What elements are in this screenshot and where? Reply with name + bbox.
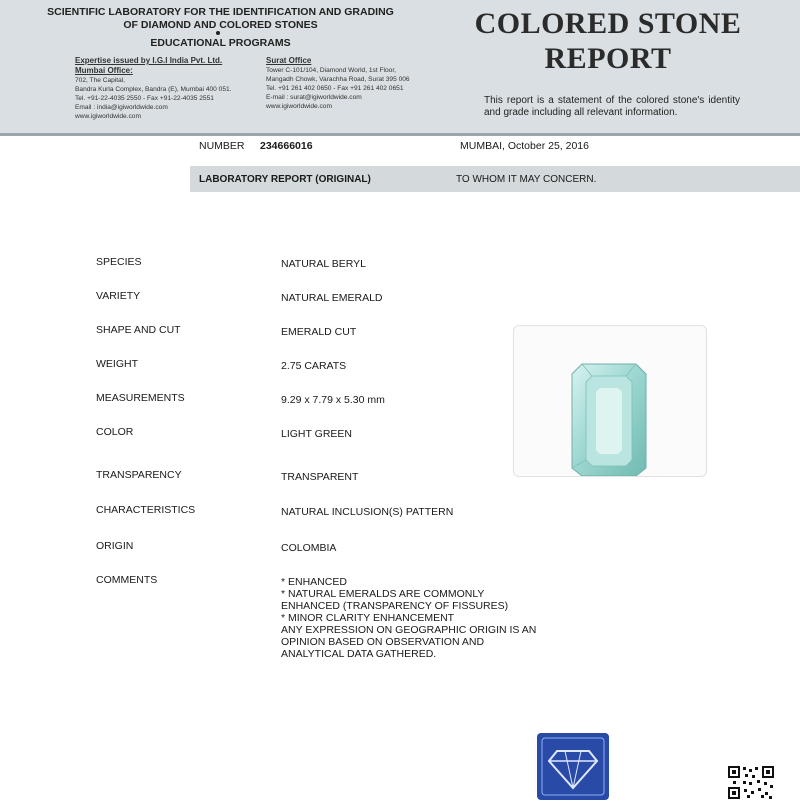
lab-title <box>38 6 403 32</box>
transparency-value: TRANSPARENT <box>281 471 359 483</box>
report-title <box>458 6 758 76</box>
report-title-line-1: COLORED STONE <box>474 7 742 40</box>
to-whom-text: TO WHOM IT MAY CONCERN. <box>456 174 597 185</box>
mumbai-office-line: 702, The Capital, <box>75 77 126 84</box>
lab-report-label: LABORATORY REPORT (ORIGINAL) <box>199 174 371 185</box>
header-divider <box>0 133 800 136</box>
origin-value: COLOMBIA <box>281 542 337 554</box>
surat-office-line: Mangadh Chowk, Varachha Road, Surat 395 006 <box>266 76 410 83</box>
report-number: 234666016 <box>260 140 313 152</box>
number-label: NUMBER <box>199 140 245 152</box>
surat-office-line: Tower C-101/104, Diamond World, 1st Floor, <box>266 67 396 74</box>
bullet-dot <box>216 31 220 35</box>
color-value: LIGHT GREEN <box>281 428 352 440</box>
place-date: MUMBAI, October 25, 2016 <box>460 140 589 152</box>
qr-code-icon <box>727 765 775 800</box>
surat-office-line: Tel. +91 261 402 0650 - Fax +91 261 402 0651 <box>266 85 404 92</box>
comment-line: ENHANCED (TRANSPARENCY OF FISSURES) <box>281 600 509 612</box>
igi-seal-icon <box>537 733 609 800</box>
surat-office-line: www.igiworldwide.com <box>266 103 332 110</box>
shape-cut-value: EMERALD CUT <box>281 326 357 338</box>
stone-photo <box>513 325 707 477</box>
lab-title-line-1: SCIENTIFIC LABORATORY FOR THE IDENTIFICATION AND GRADING <box>47 6 394 18</box>
expertise-line: Expertise issued by I.G.I India Pvt. Ltd. <box>75 56 223 65</box>
lab-report-bar <box>190 166 800 192</box>
characteristics-label: CHARACTERISTICS <box>96 504 196 516</box>
mumbai-office-title: Mumbai Office: <box>75 66 133 75</box>
emerald-cut-stone-image <box>514 326 706 476</box>
shape-cut-label: SHAPE AND CUT <box>96 324 181 336</box>
surat-office-title: Surat Office <box>266 56 312 65</box>
measurements-label: MEASUREMENTS <box>96 392 185 404</box>
species-label: SPECIES <box>96 256 142 268</box>
characteristics-value: NATURAL INCLUSION(S) PATTERN <box>281 506 454 518</box>
origin-label: ORIGIN <box>96 540 134 552</box>
mumbai-office-block <box>75 56 265 121</box>
comment-line: * ENHANCED <box>281 576 347 588</box>
comment-line: ANY EXPRESSION ON GEOGRAPHIC ORIGIN IS AN <box>281 624 537 636</box>
measurements-value: 9.29 x 7.79 x 5.30 mm <box>281 394 385 406</box>
lab-title-line-3: EDUCATIONAL PROGRAMS <box>150 37 291 49</box>
comment-line: ANALYTICAL DATA GATHERED. <box>281 648 437 660</box>
comment-line: OPINION BASED ON OBSERVATION AND <box>281 636 485 648</box>
comment-line: * MINOR CLARITY ENHANCEMENT <box>281 612 455 624</box>
surat-office-line: E-mail : surat@igiworldwide.com <box>266 94 362 101</box>
mumbai-office-line: Bandra Kurla Complex, Bandra (E), Mumbai 400 051. <box>75 86 232 93</box>
comments-block <box>281 576 536 660</box>
report-title-line-2: REPORT <box>544 42 672 75</box>
mumbai-office-line: www.igiworldwide.com <box>75 113 141 120</box>
color-label: COLOR <box>96 426 134 438</box>
comment-line: * NATURAL EMERALDS ARE COMMONLY <box>281 588 485 600</box>
weight-value: 2.75 CARATS <box>281 360 347 372</box>
mumbai-office-line: Email : india@igiworldwide.com <box>75 104 168 111</box>
weight-label: WEIGHT <box>96 358 138 370</box>
report-note: This report is a statement of the colored stone's identity and grade including all relevant information. <box>484 95 740 118</box>
variety-label: VARIETY <box>96 290 141 302</box>
lab-title-line-2: OF DIAMOND AND COLORED STONES <box>123 19 318 31</box>
surat-office-block <box>266 56 446 111</box>
species-value: NATURAL BERYL <box>281 258 366 270</box>
mumbai-office-line: Tel. +91-22-4035 2550 - Fax +91-22-4035 2551 <box>75 95 214 102</box>
comments-label: COMMENTS <box>96 574 158 586</box>
transparency-label: TRANSPARENCY <box>96 469 182 481</box>
variety-value: NATURAL EMERALD <box>281 292 383 304</box>
